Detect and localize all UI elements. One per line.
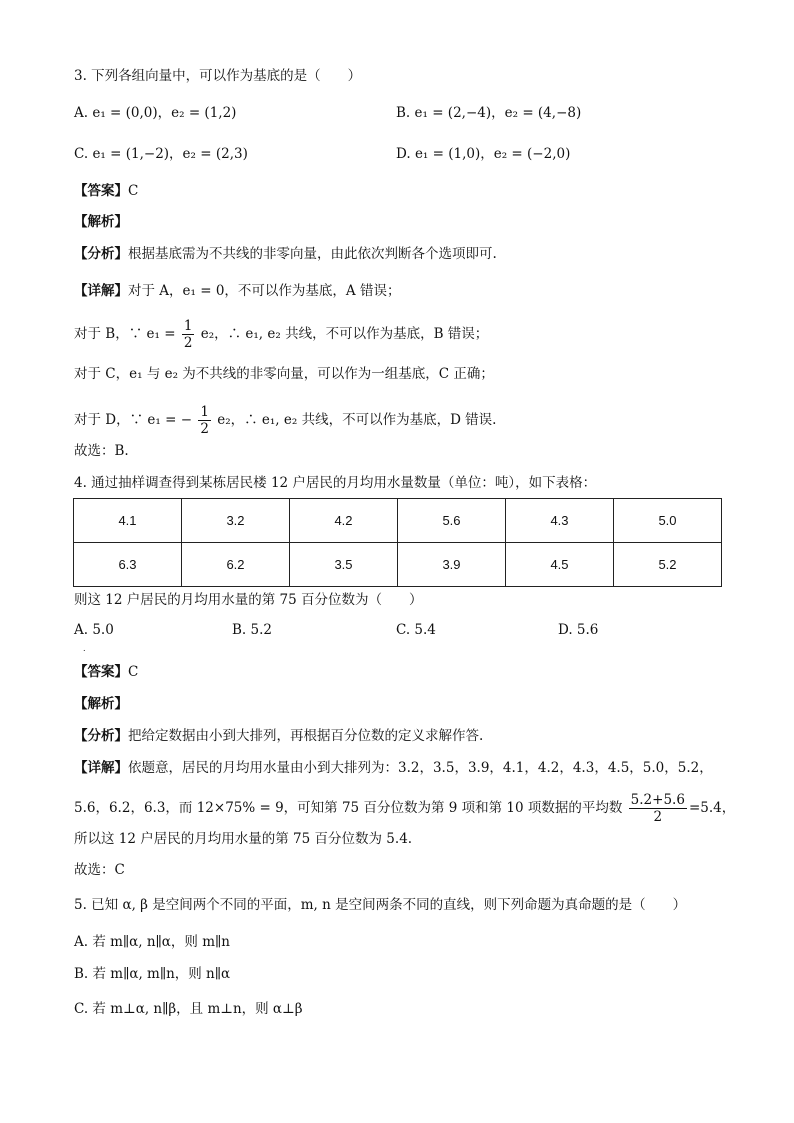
q3-option-b: [396, 103, 581, 123]
q3-detail-a-text: 对于 A，e₁ = 0，不可以作为基底，A 错误；: [128, 283, 401, 299]
table-cell: 6.3: [74, 543, 182, 587]
q3-final: 故选：B.: [74, 443, 129, 459]
q3-option-d: [396, 144, 570, 164]
q4-option-a: A. 5.0: [74, 622, 114, 638]
q4-detail-3: 所以这 12 户居民的月均用水量的第 75 百分位数为 5.4.: [74, 831, 413, 847]
fraction-denominator: 2: [200, 421, 209, 437]
fraction-numerator: 1: [183, 318, 193, 334]
q5-option-a: A. 若 m∥α, n∥α，则 m∥n: [74, 934, 230, 950]
q4-fenxi: [74, 726, 483, 746]
q3-answer-label: 【答案】: [74, 183, 128, 199]
q3-option-d-expr: e₁ = (1,0)，e₂ = (−2,0): [414, 146, 571, 162]
q3-stem: 3. 下列各组向量中，可以作为基底的是（ ）: [74, 68, 362, 84]
q3-option-a: [74, 103, 236, 123]
q3-detail-a: [74, 281, 400, 301]
q3-detail-d: [74, 404, 496, 437]
q3-option-b-label: B.: [396, 105, 411, 121]
q4-option-d: D. 5.6: [558, 622, 599, 638]
q3-option-d-label: D.: [396, 146, 411, 162]
table-cell: 6.2: [182, 543, 290, 587]
q4-detail-label: 【详解】: [74, 760, 128, 776]
q5-option-b: B. 若 m∥α, m∥n，则 n∥α: [74, 966, 231, 982]
fraction-denominator: 2: [653, 809, 663, 825]
q3-answer: [74, 181, 138, 201]
table-cell: 3.9: [398, 543, 506, 587]
q3-fenxi-text: 根据基底需为不共线的非零向量，由此依次判断各个选项即可.: [128, 246, 497, 262]
q3-detail-d-pre: 对于 D，∵ e₁ = −: [74, 412, 193, 428]
q3-detail-b-pre: 对于 B，∵ e₁ =: [74, 326, 176, 342]
table-cell: 3.2: [182, 499, 290, 543]
q3-option-c-label: C.: [74, 146, 89, 162]
q3-detail-b: [74, 318, 488, 351]
q4-fenxi-label: 【分析】: [74, 728, 128, 744]
fraction-numerator: 1: [200, 404, 209, 420]
q4-detail-2: [74, 792, 735, 825]
q3-detail-d-fraction: [198, 404, 211, 437]
q3-option-b-expr: e₁ = (2,−4)，e₂ = (4,−8): [414, 105, 582, 121]
q3-fenxi: [74, 244, 497, 264]
q3-detail-b-post: e₂，∴ e₁, e₂ 共线，不可以作为基底，B 错误；: [200, 326, 489, 342]
q5-option-c: C. 若 m⊥α, n∥β，且 m⊥n，则 α⊥β: [74, 1001, 303, 1017]
table-cell: 5.0: [614, 499, 722, 543]
q3-option-a-expr: e₁ = (0,0)，e₂ = (1,2): [92, 105, 237, 121]
stray-mark: .: [83, 644, 86, 653]
q4-detail-1: [74, 758, 713, 778]
q4-question: 则这 12 户居民的月均用水量的第 75 百分位数为（ ）: [74, 592, 423, 608]
q4-answer-label: 【答案】: [74, 664, 128, 680]
table-cell: 4.3: [506, 499, 614, 543]
fraction-numerator: 5.2+5.6: [630, 792, 685, 808]
q4-detail-2-fraction: [629, 792, 687, 825]
q4-option-b: B. 5.2: [232, 622, 272, 638]
q4-stem: 4. 通过抽样调查得到某栋居民楼 12 户居民的月均用水量数量（单位：吨），如下表格：: [74, 475, 597, 491]
table-cell: 5.6: [398, 499, 506, 543]
q3-option-c-expr: e₁ = (1,−2)，e₂ = (2,3): [92, 146, 248, 162]
table-cell: 5.2: [614, 543, 722, 587]
q4-final: 故选：C: [74, 862, 125, 878]
q3-fenxi-label: 【分析】: [74, 246, 128, 262]
q3-detail-d-post: e₂，∴ e₁, e₂ 共线，不可以作为基底，D 错误.: [217, 412, 497, 428]
q3-detail-label: 【详解】: [74, 283, 128, 299]
q4-option-c: C. 5.4: [396, 622, 436, 638]
table-cell: 4.5: [506, 543, 614, 587]
q4-detail-2-pre: 5.6，6.2，6.3，而 12×75% = 9，可知第 75 百分位数为第 9 项和第 10 项数据的平均数: [74, 800, 623, 816]
q3-detail-b-fraction: [182, 318, 195, 351]
table-row: [74, 543, 722, 587]
q4-analysis-label: 【解析】: [74, 696, 128, 712]
q3-option-a-label: A.: [74, 105, 89, 121]
table-row: [74, 499, 722, 543]
q4-detail-2-post: =5.4，: [688, 800, 736, 816]
q4-fenxi-text: 把给定数据由小到大排列，再根据百分位数的定义求解作答.: [128, 728, 484, 744]
q3-option-c: [74, 144, 248, 164]
q4-detail-1-text: 依题意，居民的月均用水量由小到大排列为：3.2，3.5，3.9，4.1，4.2，4.3，4.5，5.0，5.2，: [128, 760, 713, 776]
q3-analysis-label: 【解析】: [74, 214, 128, 230]
q5-stem: 5. 已知 α, β 是空间两个不同的平面，m, n 是空间两条不同的直线，则下列命题为真命题的是（ ）: [74, 897, 687, 913]
table-cell: 3.5: [290, 543, 398, 587]
q4-answer: [74, 662, 138, 682]
fraction-denominator: 2: [183, 335, 193, 351]
q4-data-table: [73, 498, 722, 587]
q3-answer-value: C: [128, 183, 139, 199]
table-cell: 4.2: [290, 499, 398, 543]
q4-answer-value: C: [128, 664, 139, 680]
q3-detail-c: 对于 C，e₁ 与 e₂ 为不共线的非零向量，可以作为一组基底，C 正确；: [74, 366, 494, 382]
table-cell: 4.1: [74, 499, 182, 543]
